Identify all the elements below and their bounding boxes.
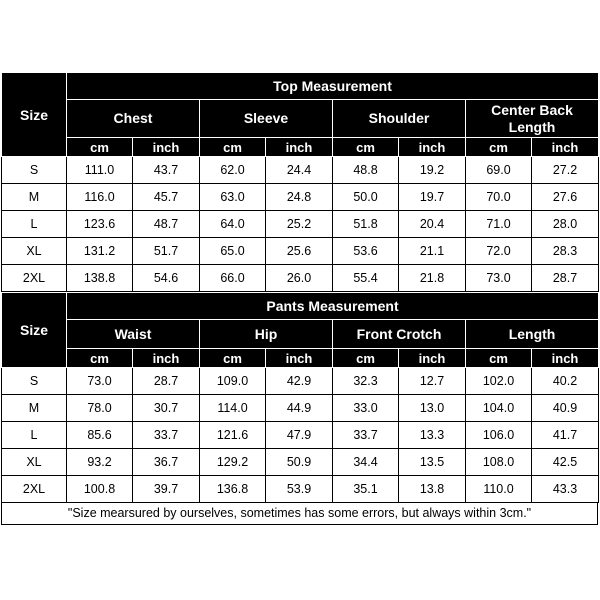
measurement-cell: 20.4: [399, 211, 466, 238]
measurement-cell: 63.0: [200, 184, 266, 211]
hip-header: Hip: [200, 320, 333, 349]
unit-header: cm: [67, 349, 133, 368]
size-cell: M: [2, 395, 67, 422]
measurement-cell: 47.9: [266, 422, 333, 449]
unit-header: inch: [399, 138, 466, 157]
measurement-cell: 19.2: [399, 157, 466, 184]
measurement-cell: 93.2: [67, 449, 133, 476]
table-row: [2, 395, 599, 422]
unit-header: cm: [200, 349, 266, 368]
measurement-cell: 34.4: [333, 449, 399, 476]
measurement-cell: 25.2: [266, 211, 333, 238]
measurement-cell: 66.0: [200, 265, 266, 292]
measurement-cell: 12.7: [399, 368, 466, 395]
measurement-cell: 73.0: [67, 368, 133, 395]
unit-header: cm: [200, 138, 266, 157]
top-measurement-table: [1, 72, 599, 292]
measurement-cell: 21.8: [399, 265, 466, 292]
measurement-cell: 100.8: [67, 476, 133, 503]
size-note: "Size mearsured by ourselves, sometimes has some errors, but always within 3cm.": [1, 503, 598, 525]
measurement-cell: 129.2: [200, 449, 266, 476]
chest-header: Chest: [67, 100, 200, 138]
table-row: [2, 265, 599, 292]
measurement-cell: 32.3: [333, 368, 399, 395]
measurement-cell: 65.0: [200, 238, 266, 265]
measurement-cell: 114.0: [200, 395, 266, 422]
shoulder-header: Shoulder: [333, 100, 466, 138]
unit-header: cm: [333, 349, 399, 368]
table-row: [2, 449, 599, 476]
unit-header: inch: [266, 138, 333, 157]
measurement-cell: 28.0: [532, 211, 599, 238]
measurement-cell: 72.0: [466, 238, 532, 265]
table-row: [2, 184, 599, 211]
size-cell: L: [2, 422, 67, 449]
measurement-cell: 25.6: [266, 238, 333, 265]
size-cell: S: [2, 157, 67, 184]
measurement-cell: 53.6: [333, 238, 399, 265]
measurement-cell: 123.6: [67, 211, 133, 238]
measurement-cell: 44.9: [266, 395, 333, 422]
size-cell: L: [2, 211, 67, 238]
unit-header: inch: [532, 138, 599, 157]
waist-header: Waist: [67, 320, 200, 349]
size-header: Size: [2, 73, 67, 157]
measurement-cell: 33.7: [333, 422, 399, 449]
measurement-cell: 30.7: [133, 395, 200, 422]
measurement-cell: 64.0: [200, 211, 266, 238]
table-row: [2, 368, 599, 395]
measurement-cell: 33.0: [333, 395, 399, 422]
measurement-cell: 28.7: [133, 368, 200, 395]
measurement-cell: 55.4: [333, 265, 399, 292]
center-back-length-header: Center Back Length: [466, 100, 599, 138]
measurement-cell: 21.1: [399, 238, 466, 265]
measurement-cell: 53.9: [266, 476, 333, 503]
measurement-cell: 106.0: [466, 422, 532, 449]
size-header: Size: [2, 293, 67, 368]
measurement-cell: 104.0: [466, 395, 532, 422]
measurement-cell: 43.7: [133, 157, 200, 184]
unit-header: inch: [266, 349, 333, 368]
measurement-cell: 78.0: [67, 395, 133, 422]
size-cell: M: [2, 184, 67, 211]
measurement-cell: 48.7: [133, 211, 200, 238]
top-measurement-title: Top Measurement: [67, 73, 599, 100]
measurement-cell: 108.0: [466, 449, 532, 476]
measurement-cell: 50.0: [333, 184, 399, 211]
pants-measurement-table: [1, 292, 599, 503]
size-cell: 2XL: [2, 476, 67, 503]
measurement-cell: 13.5: [399, 449, 466, 476]
unit-header: inch: [399, 349, 466, 368]
measurement-cell: 13.3: [399, 422, 466, 449]
length-header: Length: [466, 320, 599, 349]
measurement-cell: 121.6: [200, 422, 266, 449]
front-crotch-header: Front Crotch: [333, 320, 466, 349]
size-cell: S: [2, 368, 67, 395]
table-row: [2, 422, 599, 449]
measurement-cell: 24.8: [266, 184, 333, 211]
measurement-cell: 41.7: [532, 422, 599, 449]
measurement-cell: 109.0: [200, 368, 266, 395]
measurement-cell: 138.8: [67, 265, 133, 292]
size-chart: [1, 72, 598, 525]
measurement-cell: 19.7: [399, 184, 466, 211]
unit-header: inch: [133, 349, 200, 368]
measurement-cell: 102.0: [466, 368, 532, 395]
measurement-cell: 33.7: [133, 422, 200, 449]
measurement-cell: 51.8: [333, 211, 399, 238]
table-row: [2, 211, 599, 238]
table-row: [2, 476, 599, 503]
measurement-cell: 50.9: [266, 449, 333, 476]
measurement-cell: 36.7: [133, 449, 200, 476]
measurement-cell: 110.0: [466, 476, 532, 503]
sleeve-header: Sleeve: [200, 100, 333, 138]
measurement-cell: 13.0: [399, 395, 466, 422]
size-cell: XL: [2, 238, 67, 265]
measurement-cell: 71.0: [466, 211, 532, 238]
measurement-cell: 43.3: [532, 476, 599, 503]
measurement-cell: 73.0: [466, 265, 532, 292]
unit-header: inch: [133, 138, 200, 157]
measurement-cell: 45.7: [133, 184, 200, 211]
measurement-cell: 111.0: [67, 157, 133, 184]
measurement-cell: 70.0: [466, 184, 532, 211]
measurement-cell: 51.7: [133, 238, 200, 265]
measurement-cell: 85.6: [67, 422, 133, 449]
measurement-cell: 27.6: [532, 184, 599, 211]
measurement-cell: 27.2: [532, 157, 599, 184]
measurement-cell: 42.9: [266, 368, 333, 395]
measurement-cell: 24.4: [266, 157, 333, 184]
unit-header: cm: [333, 138, 399, 157]
size-cell: XL: [2, 449, 67, 476]
unit-header: cm: [466, 349, 532, 368]
measurement-cell: 40.2: [532, 368, 599, 395]
measurement-cell: 69.0: [466, 157, 532, 184]
measurement-cell: 26.0: [266, 265, 333, 292]
unit-header: cm: [466, 138, 532, 157]
measurement-cell: 40.9: [532, 395, 599, 422]
table-row: [2, 238, 599, 265]
unit-header: inch: [532, 349, 599, 368]
measurement-cell: 35.1: [333, 476, 399, 503]
measurement-cell: 62.0: [200, 157, 266, 184]
measurement-cell: 136.8: [200, 476, 266, 503]
measurement-cell: 28.7: [532, 265, 599, 292]
measurement-cell: 116.0: [67, 184, 133, 211]
unit-header: cm: [67, 138, 133, 157]
measurement-cell: 13.8: [399, 476, 466, 503]
measurement-cell: 48.8: [333, 157, 399, 184]
pants-measurement-title: Pants Measurement: [67, 293, 599, 320]
table-row: [2, 157, 599, 184]
measurement-cell: 54.6: [133, 265, 200, 292]
measurement-cell: 28.3: [532, 238, 599, 265]
measurement-cell: 42.5: [532, 449, 599, 476]
measurement-cell: 131.2: [67, 238, 133, 265]
size-cell: 2XL: [2, 265, 67, 292]
measurement-cell: 39.7: [133, 476, 200, 503]
